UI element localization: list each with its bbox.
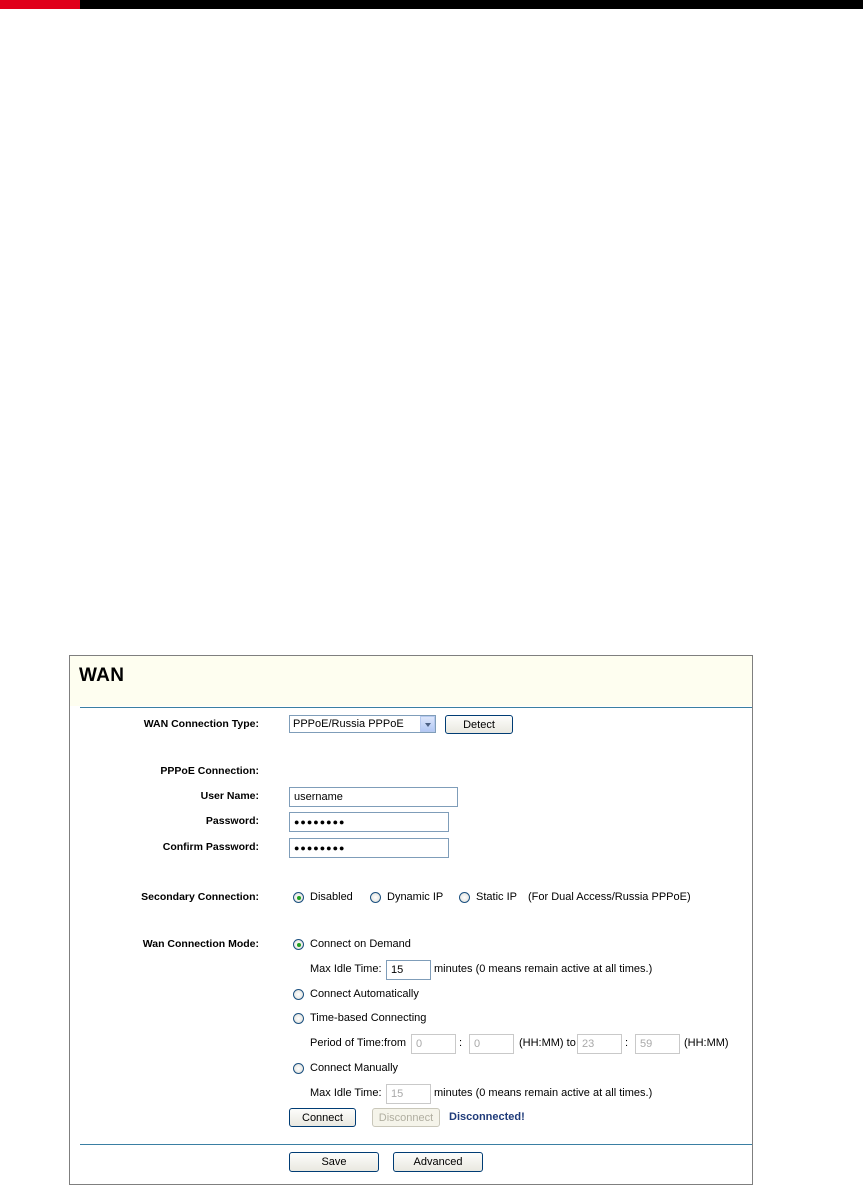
- pppoe-section-label: PPPoE Connection:: [160, 765, 259, 777]
- confirm-password-label: Confirm Password:: [162, 841, 259, 853]
- secondary-static-ip-radio[interactable]: [459, 892, 470, 903]
- wan-type-selected-value: PPPoE/Russia PPPoE: [293, 718, 404, 730]
- manual-idle-hint: minutes (0 means remain active at all times.): [434, 1087, 653, 1099]
- wan-type-select[interactable]: [289, 715, 436, 733]
- secondary-disabled-label: Disabled: [310, 891, 353, 903]
- mode-time-based-radio[interactable]: [293, 1013, 304, 1024]
- to-hour-input[interactable]: 23: [577, 1034, 622, 1054]
- to-minute-input[interactable]: 59: [635, 1034, 680, 1054]
- wan-settings-panel: [69, 655, 753, 1185]
- secondary-dynamic-ip-radio[interactable]: [370, 892, 381, 903]
- page-title: WAN: [79, 665, 125, 686]
- mode-on-demand-radio[interactable]: [293, 939, 304, 950]
- hhmm-label: (HH:MM): [684, 1037, 729, 1049]
- hhmm-to-label: (HH:MM) to: [519, 1037, 576, 1049]
- mode-time-based-label: Time-based Connecting: [310, 1012, 427, 1024]
- detect-button[interactable]: Detect: [445, 715, 513, 734]
- disconnect-button[interactable]: Disconnect: [372, 1108, 440, 1127]
- advanced-button[interactable]: Advanced: [393, 1152, 483, 1172]
- connect-button[interactable]: Connect: [289, 1108, 356, 1127]
- max-idle-input[interactable]: 15: [386, 960, 431, 980]
- wan-connection-mode-label: Wan Connection Mode:: [142, 938, 259, 950]
- period-label: Period of Time:from: [310, 1037, 406, 1049]
- header-divider: [80, 707, 752, 708]
- max-idle-hint: minutes (0 means remain active at all times.): [434, 963, 653, 975]
- mode-manual-label: Connect Manually: [310, 1062, 399, 1074]
- wan-type-label: WAN Connection Type:: [143, 718, 259, 730]
- password-label: Password:: [205, 815, 259, 827]
- mode-on-demand-label: Connect on Demand: [310, 938, 411, 950]
- to-colon: :: [625, 1037, 629, 1049]
- panel-header: [70, 656, 752, 706]
- secondary-dynamic-ip-label: Dynamic IP: [387, 891, 444, 903]
- mode-automatic-radio[interactable]: [293, 989, 304, 1000]
- from-colon: :: [459, 1037, 463, 1049]
- manual-idle-input[interactable]: 15: [386, 1084, 431, 1104]
- secondary-disabled-radio[interactable]: [293, 892, 304, 903]
- max-idle-label: Max Idle Time:: [310, 963, 382, 975]
- from-hour-input[interactable]: 0: [411, 1034, 456, 1054]
- brand-accent-stripe: [0, 0, 80, 9]
- mode-automatic-label: Connect Automatically: [310, 988, 419, 1000]
- username-label: User Name:: [200, 790, 259, 802]
- secondary-connection-label: Secondary Connection:: [141, 891, 259, 903]
- top-brand-bar: [0, 0, 863, 9]
- manual-idle-label: Max Idle Time:: [310, 1087, 382, 1099]
- save-button[interactable]: Save: [289, 1152, 379, 1172]
- secondary-static-ip-label: Static IP: [476, 891, 517, 903]
- password-input[interactable]: ●●●●●●●●: [289, 812, 449, 832]
- from-minute-input[interactable]: 0: [469, 1034, 514, 1054]
- chevron-down-icon[interactable]: [420, 716, 435, 732]
- confirm-password-input[interactable]: ●●●●●●●●: [289, 838, 449, 858]
- secondary-note: (For Dual Access/Russia PPPoE): [528, 891, 691, 903]
- footer-divider: [80, 1144, 752, 1145]
- username-input[interactable]: username: [289, 787, 458, 807]
- mode-manual-radio[interactable]: [293, 1063, 304, 1074]
- connection-status: Disconnected!: [449, 1111, 525, 1123]
